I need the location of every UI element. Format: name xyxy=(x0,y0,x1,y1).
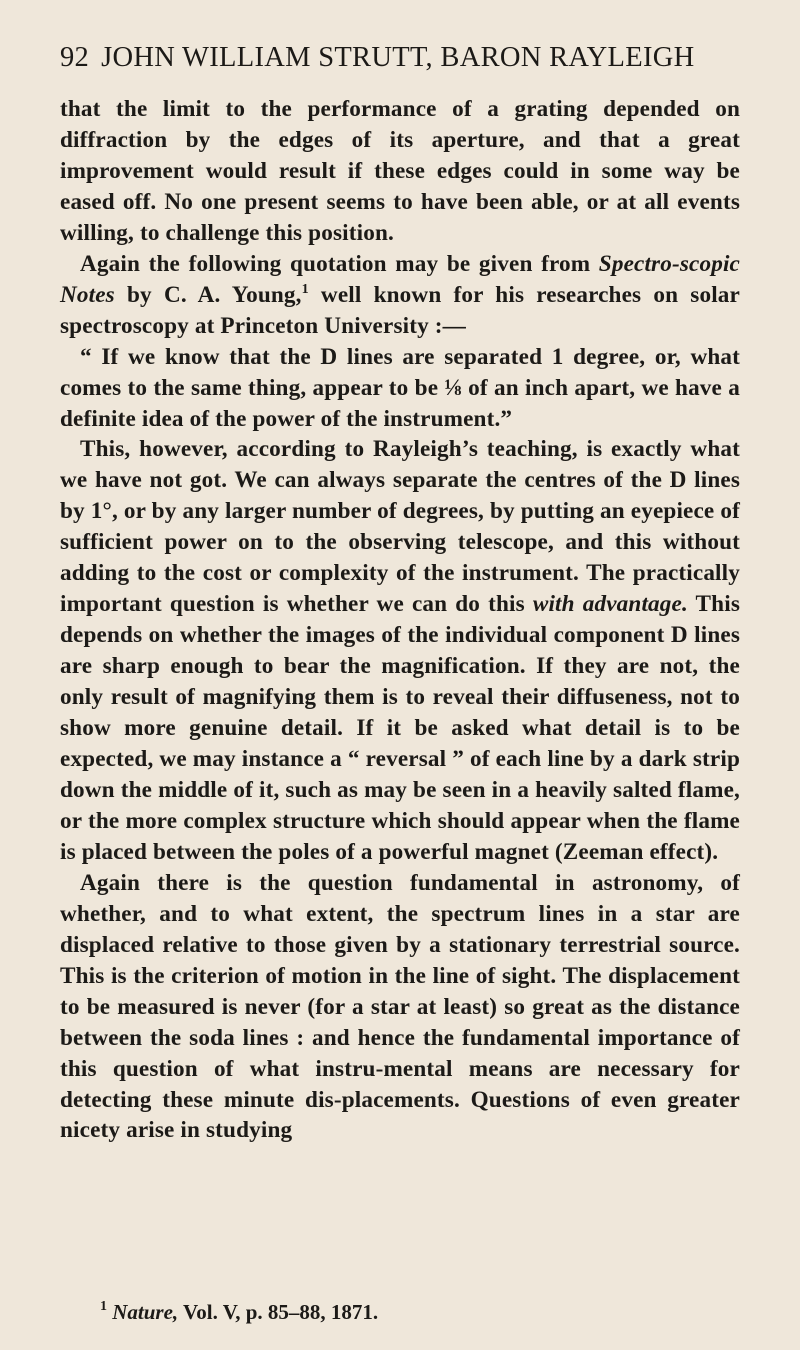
book-title-italic: Spectro-scopic Notes xyxy=(60,250,740,308)
body-text xyxy=(60,94,740,1146)
quotation-text-a: “ If we know that the D lines are separated 1 degree, or, what comes to the same thing, appear to be xyxy=(60,343,740,401)
paragraph-2 xyxy=(60,249,740,342)
page-number: 92 xyxy=(60,42,90,73)
footnote-journal: Nature, xyxy=(112,1300,179,1324)
paragraph-2-text-a: Again the following quotation may be given from xyxy=(80,250,599,277)
paragraph-5-text: Again there is the question fundamental in astronomy, of whether, and to what extent, the spectrum lines in a star are displaced relative to those given by a stationary terrestrial source. This is the criterion of motion in the line of sight. The displacement to be measured is never (for a star at least) so great as the distance between the soda lines : and hence the fundamental importance of this question of what instru-mental means are necessary for detecting these minute dis-placements. Questions of even greater nicety arise in studying xyxy=(60,869,740,1144)
quotation-text-b: of an inch apart, we have a definite idea of the power of the instrument.” xyxy=(60,374,740,432)
paragraph-2-text-b: by C. A. Young, xyxy=(114,281,302,308)
paragraph-5 xyxy=(60,868,740,1147)
footnote-marker: 1 xyxy=(100,1299,107,1314)
paragraph-1-text: that the limit to the performance of a grating depended on diffraction by the edges of its aperture, and that a great improvement would result if these edges could in some way be eased off. No one present seems to have been able, or at all events willing, to challenge this position. xyxy=(60,96,740,246)
footnote-citation: Vol. V, p. 85–88, 1871. xyxy=(178,1300,379,1324)
emphasis-italic: with advantage. xyxy=(532,591,688,618)
fraction: ⅛ xyxy=(444,374,462,401)
running-title: JOHN WILLIAM STRUTT, BARON RAYLEIGH xyxy=(101,42,695,73)
footnote xyxy=(60,1298,740,1326)
quotation-paragraph xyxy=(60,342,740,435)
paragraph-2-text-c: well known for his researches on solar spectroscopy at Princeton University :— xyxy=(60,281,740,339)
footnote-reference: 1 xyxy=(301,281,309,297)
paragraph-4-text-b: This depends on whether the images of the individual component D lines are sharp enough to bear the magnification. If they are not, the only result of magnifying them is to reveal their diffuseness, not to show more genuine detail. If it be asked what detail is to be expected, we may instance a “ reversal ” of each line by a dark strip down the middle of it, such as may be seen in a heavily salted flame, or the more complex structure which should appear when the flame is placed between the poles of a powerful magnet (Zeeman effect). xyxy=(60,591,740,865)
running-head xyxy=(60,42,740,74)
paragraph-4 xyxy=(60,434,740,867)
paragraph-4-text-a: This, however, according to Rayleigh’s teaching, is exactly what we have not got. We can always separate the centres of the D lines by 1°, or by any larger number of degrees, by putting an eyepiece of sufficient power on to the observing telescope, and this without adding to the cost or complexity of the instrument. The practically important question is whether we can do this xyxy=(60,436,740,618)
paragraph-1 xyxy=(60,94,740,249)
